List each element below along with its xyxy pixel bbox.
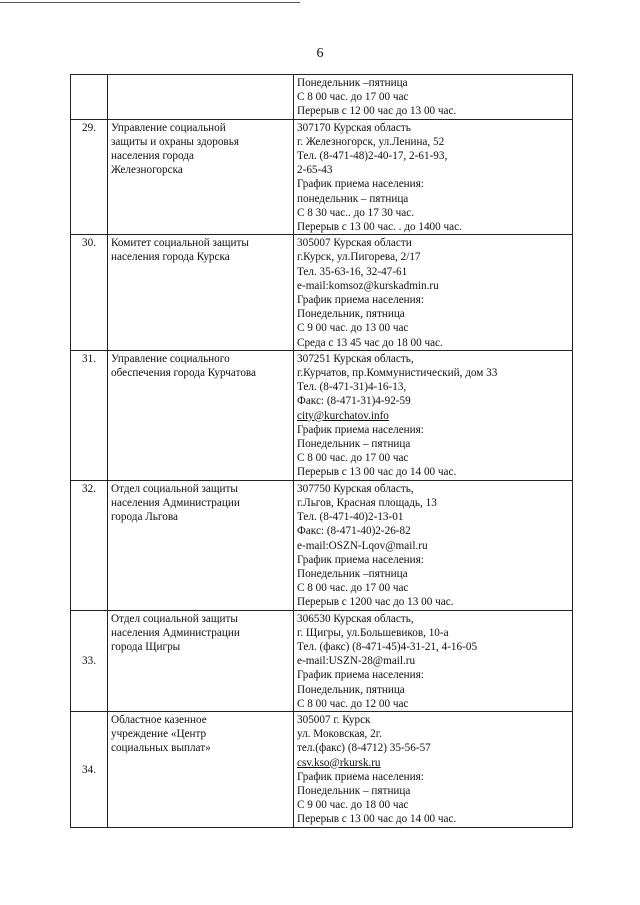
- organization-name-line: обеспечения города Курчатова: [111, 367, 257, 380]
- organization-name-line: Комитет социальной защиты: [111, 237, 249, 250]
- organization-cell: [108, 75, 294, 120]
- table-row: [71, 610, 573, 711]
- organization-cell: [108, 350, 294, 480]
- contact-info-cell: [294, 235, 573, 351]
- organization-cell: [108, 480, 294, 610]
- contact-info-line: График приема населения:: [297, 423, 424, 436]
- organization-name-line: населения города: [111, 150, 194, 163]
- row-number: 34.: [71, 711, 108, 827]
- contact-info-line: Перерыв с 12 00 час до 13 00 час.: [297, 105, 457, 118]
- contact-info-line: ул. Моковская, 2г.: [297, 728, 382, 741]
- contact-info-line: г.Курск, ул.Пигорева, 2/17: [297, 251, 421, 264]
- row-number: [71, 75, 108, 120]
- contact-info-line: График приема населения:: [297, 669, 424, 682]
- organization-name-line: населения Администрации: [111, 496, 240, 509]
- contact-info-line: 307750 Курская область,: [297, 482, 414, 495]
- organization-name-line: Управление социального: [111, 352, 230, 365]
- contact-info-line: г.Курчатов, пр.Коммунистический, дом 33: [297, 367, 498, 380]
- contact-info-line: Тел. (8-471-40)2-13-01: [297, 511, 404, 524]
- organization-cell: [108, 119, 294, 235]
- contact-info-cell: [294, 75, 573, 120]
- contact-info-line: e-mail:OSZN-Lqov@mail.ru: [297, 539, 428, 552]
- contact-info-line: Перерыв с 1200 час до 13 00 час.: [297, 596, 454, 609]
- contact-info-line: Понедельник, пятница: [297, 683, 405, 696]
- organization-cell: [108, 235, 294, 351]
- contact-info-line: 305007 г. Курск: [297, 713, 371, 726]
- organization-name-line: защиты и охраны здоровья: [111, 135, 239, 148]
- contact-info-line: 2-65-43: [297, 164, 333, 177]
- contact-info-line: Понедельник – пятница: [297, 784, 411, 797]
- organization-name-line: населения города Курска: [111, 251, 230, 264]
- contact-info-line: понедельник – пятница: [297, 192, 409, 205]
- organization-name-line: Железногорска: [111, 164, 183, 177]
- table-row: [71, 119, 573, 235]
- contact-info-line: Перерыв с 13 00 час до 14 00 час.: [297, 813, 457, 826]
- contact-info-line: График приема населения:: [297, 770, 424, 783]
- contact-info-line: С 8 00 час. до 17 00 час: [297, 452, 409, 465]
- contact-info-line: г. Железногорск, ул.Ленина, 52: [297, 135, 445, 148]
- table-row: [71, 480, 573, 610]
- organization-cell: [108, 711, 294, 827]
- contact-info-line: С 8 00 час. до 17 00 час: [297, 91, 409, 104]
- row-number: 31.: [71, 350, 108, 480]
- contact-info-line: Тел. (8-471-31)4-16-13,: [297, 381, 407, 394]
- organization-name-line: населения Администрации: [111, 626, 240, 639]
- contact-info-line: Понедельник, пятница: [297, 308, 405, 321]
- contact-info-line: 306530 Курская область,: [297, 612, 414, 625]
- contact-info-line: Понедельник – пятница: [297, 438, 411, 451]
- contact-info-line: e-mail:komsoz@kurskadmin.ru: [297, 279, 439, 292]
- contact-info-line: С 8 00 час. до 17 00 час: [297, 582, 409, 595]
- contact-info-line: График приема населения:: [297, 178, 424, 191]
- contact-info-line: 307251 Курская область,: [297, 352, 414, 365]
- contact-info-cell: [294, 711, 573, 827]
- organization-name-line: Областное казенное: [111, 713, 207, 726]
- contact-info-cell: [294, 350, 573, 480]
- email-link[interactable]: city@kurchatov.info: [297, 409, 389, 422]
- contact-info-cell: [294, 610, 573, 711]
- contact-info-line: Перерыв с 13 00 час до 14 00 час.: [297, 466, 457, 479]
- organization-name-line: города Льгова: [111, 511, 178, 524]
- contact-info-line: С 9 00 час. до 13 00 час: [297, 322, 409, 335]
- contact-info-line: Факс: (8-471-31)4-92-59: [297, 395, 411, 408]
- organization-name-line: Управление социальной: [111, 121, 226, 134]
- email-link[interactable]: csv.kso@rkursk.ru: [297, 756, 381, 769]
- contact-info-cell: [294, 119, 573, 235]
- page-number: 6: [316, 46, 324, 61]
- contact-info-line: Тел. (факс) (8-471-45)4-31-21, 4-16-05: [297, 640, 478, 653]
- contact-info-line: График приема населения:: [297, 553, 424, 566]
- contact-info-line: 307170 Курская область: [297, 121, 411, 134]
- table-row: [71, 235, 573, 351]
- contact-info-line: С 8 00 час. до 12 00 час: [297, 697, 409, 710]
- contact-info-line: Понедельник –пятница: [297, 77, 408, 89]
- organization-name-line: города Щигры: [111, 640, 181, 653]
- contacts-table: [70, 74, 573, 828]
- contact-info-line: Среда с 13 45 час до 18 00 час.: [297, 336, 443, 349]
- organization-name-line: Отдел социальной защиты: [111, 482, 238, 495]
- contact-info-line: График приема населения:: [297, 294, 424, 307]
- table-row: [71, 350, 573, 480]
- contact-info-line: e-mail:USZN-28@mail.ru: [297, 655, 416, 668]
- contact-info-line: 305007 Курская области: [297, 237, 412, 250]
- contact-info-line: С 9 00 час. до 18 00 час: [297, 799, 409, 812]
- organization-name-line: Отдел социальной защиты: [111, 612, 238, 625]
- row-number: 30.: [71, 235, 108, 351]
- contact-info-line: Понедельник –пятница: [297, 567, 408, 580]
- row-number: 33.: [71, 610, 108, 711]
- contact-info-line: тел.(факс) (8-4712) 35-56-57: [297, 742, 431, 755]
- contact-info-line: г. Щигры, ул.Большевиков, 10-а: [297, 626, 449, 639]
- organization-name-line: социальных выплат»: [111, 742, 211, 755]
- contact-info-line: Факс: (8-471-40)2-26-82: [297, 525, 411, 538]
- contact-info-line: г.Льгов, Красная площадь, 13: [297, 496, 437, 509]
- table-row: [71, 711, 573, 827]
- top-rule: [0, 2, 300, 3]
- contact-info-line: Перерыв с 13 00 час. . до 1400 час.: [297, 221, 462, 234]
- contact-info-cell: [294, 480, 573, 610]
- contact-info-line: Тел. (8-471-48)2-40-17, 2-61-93,: [297, 150, 448, 163]
- row-number: 32.: [71, 480, 108, 610]
- contact-info-line: Тел. 35-63-16, 32-47-61: [297, 265, 408, 278]
- organization-cell: [108, 610, 294, 711]
- organization-name-line: учреждение «Центр: [111, 728, 207, 741]
- row-number: 29.: [71, 119, 108, 235]
- table-row: [71, 75, 573, 120]
- contact-info-line: С 8 30 час.. до 17 30 час.: [297, 206, 414, 219]
